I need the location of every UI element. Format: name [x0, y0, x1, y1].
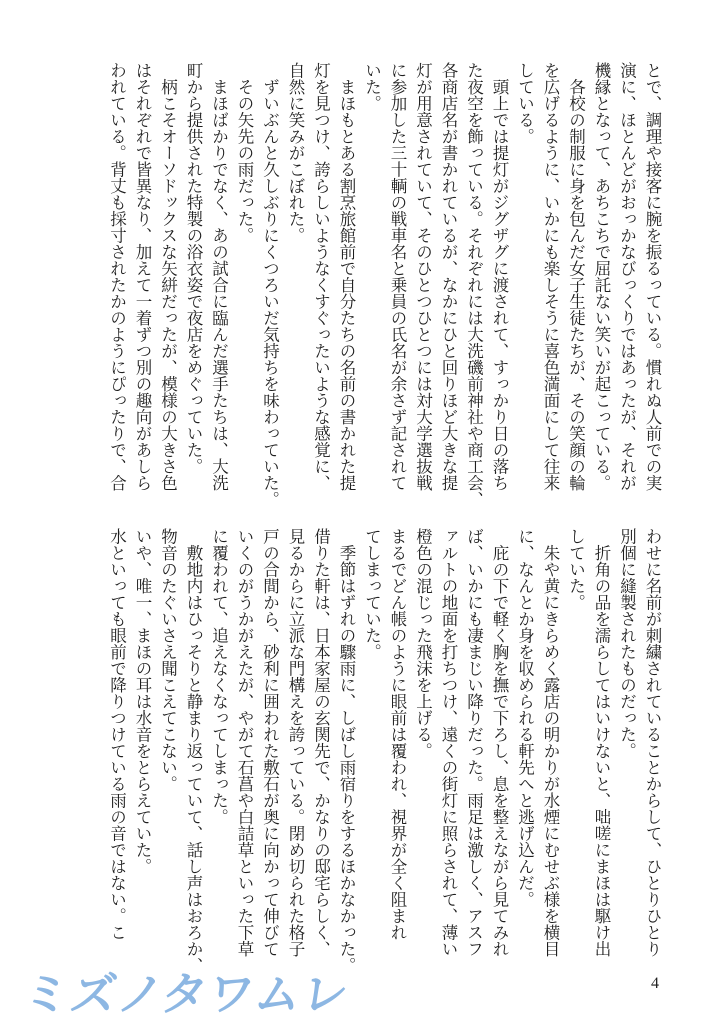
text-line: 庇の下で軽く胸を撫で下ろし、息を整えながら見てみれ	[490, 528, 509, 957]
text-line: わせに名前が刺繍されていることからして、ひとりひとり	[643, 528, 662, 957]
bottom-text-block	[104, 528, 665, 974]
text-line: いくのがうかがえたが、やがて石菖や白詰草といった下草	[235, 528, 254, 957]
text-line: していた。	[566, 528, 586, 611]
top-text-block	[104, 62, 665, 508]
text-line: 借りた軒は、日本家屋の玄関先で、かなりの邸宅らしく、	[311, 528, 331, 957]
text-line: いた。	[362, 62, 382, 112]
text-line: てしまっていた。	[362, 528, 382, 660]
text-line: 演に、ほとんどがおっかなびっくりではあったが、それが	[617, 62, 637, 491]
logo-text: ミズノタワムレ	[19, 967, 353, 1021]
page-number: 4	[651, 975, 659, 992]
text-line: はそれぞれで皆異なり、加えて一着ずつ別の趣向があしら	[133, 62, 152, 491]
text-line: 灯を見つけ、誇らしいようなくすぐったいような感覚に、	[311, 62, 331, 491]
text-line: 折角の品を濡らしてはいけないと、咄嗟にまほは駆け出	[592, 528, 611, 957]
text-line: 灯が用意されていて、そのひとつひとつには対大学選抜戦	[413, 62, 433, 491]
text-line: に覆われて、追えなくなってしまった。	[209, 528, 229, 825]
text-line: ずいぶんと久しぶりにくつろいだ気持ちを味わっていた。	[260, 62, 280, 508]
text-line: 頭上では提灯がジグザグに渡されて、すっかり日の落ち	[490, 62, 509, 491]
text-line: 各校の制服に身を包んだ女子生徒たちが、その笑顔の輪	[566, 62, 586, 491]
text-line: とで、調理や接客に腕を振るっている。慣れぬ人前での実	[643, 62, 662, 491]
text-line: われている。背丈も採寸されたかのようにぴったりで、合	[107, 62, 127, 491]
text-line: 季節はずれの驟雨に、しばし雨宿りをするほかなかった。	[337, 528, 356, 974]
text-line: 橙色の混じった飛沫を上げる。	[413, 528, 433, 759]
text-line: 別個に縫製されたものだった。	[617, 528, 637, 759]
text-line: 自然に笑みがこぼれた。	[286, 62, 305, 244]
text-line: まるでどん帳のように眼前は覆われ、視界が全く阻まれ	[388, 528, 407, 941]
text-line: を広げるように、いかにも楽しそうに喜色満面にして往来	[541, 62, 560, 491]
text-line: に参加した三十輌の戦車名と乗員の氏名が余さず記されて	[388, 62, 407, 491]
text-line: 見るからに立派な門構えを誇っている。閉め切られた格子	[286, 528, 305, 957]
text-line: 各商店名が書かれているが、なかにひと回りほど大きな提	[439, 62, 458, 491]
text-line: まほもとある割烹旅館前で自分たちの名前の書かれた提	[337, 62, 356, 491]
text-line: に、なんとか身を収められる軒先へと逃げ込んだ。	[515, 528, 535, 908]
text-line: ば、いかにも凄まじい降りだった。雨足は激しく、アスフ	[464, 528, 484, 957]
text-line: 水といっても眼前で降りつけている雨の音ではない。こ	[107, 528, 127, 941]
text-line: いや、唯一、まほの耳は水音をとらえていた。	[133, 528, 152, 875]
text-line: 機縁となって、あちこちで屈託ない笑いが起こっている。	[592, 62, 611, 491]
text-line: た夜空を飾っている。それぞれには大洗磯前神社や商工会、	[464, 62, 484, 508]
text-line: 戸の合間から、砂利に囲われた敷石が奥に向かって伸びて	[260, 528, 280, 957]
text-line: 敷地内はひっそりと静まり返っていて、話し声はおろか、	[184, 528, 203, 974]
text-line: している。	[515, 62, 535, 145]
text-line: 町から提供された特製の浴衣姿で夜店をめぐっていた。	[184, 62, 203, 475]
text-line: まほばかりでなく、あの試合に臨んだ選手たちは、大洗	[209, 62, 229, 491]
text-line: その矢先の雨だった。	[235, 62, 254, 244]
text-line: 物音のたぐいさえ聞こえてこない。	[158, 528, 178, 792]
text-line: ァルトの地面を打ちつけ、遠くの街灯に照らされて、薄い	[439, 528, 458, 957]
text-line: 朱や黄にきらめく露店の明かりが水煙にむせぶ様を横目	[541, 528, 560, 957]
text-line: 柄こそオーソドックスな矢絣だったが、模様の大きさ色	[158, 62, 178, 491]
